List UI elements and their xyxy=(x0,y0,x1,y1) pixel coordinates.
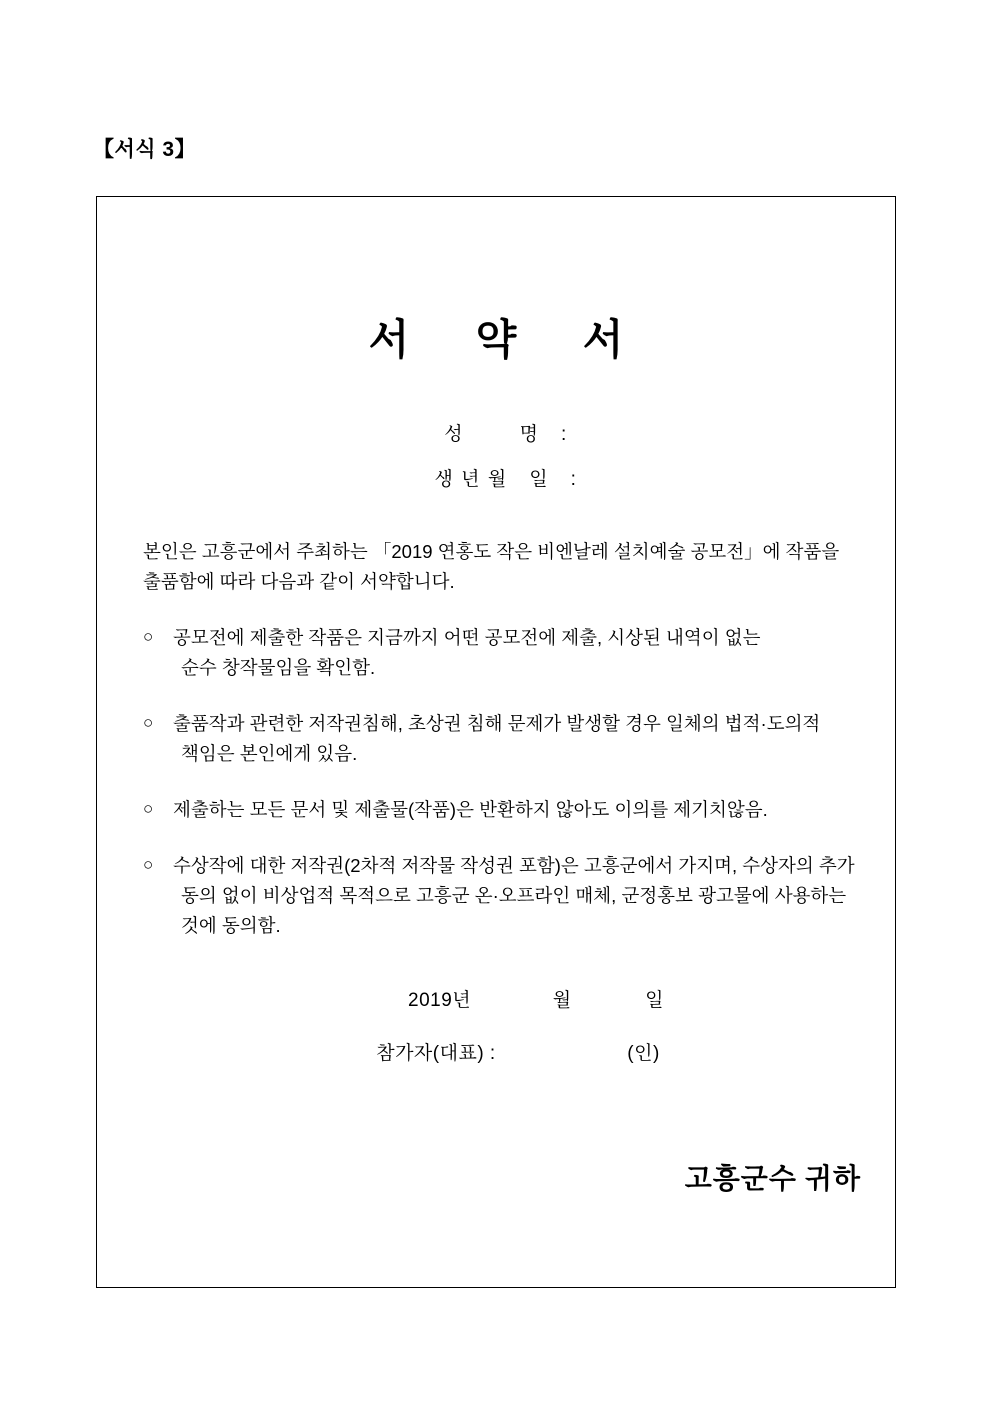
clause-line-2: 순수 창작물임을 확인함. xyxy=(181,656,376,678)
bullet-icon: ○ xyxy=(143,854,154,874)
field-name-colon: : xyxy=(561,424,568,445)
pledge-form-box xyxy=(96,196,896,1288)
clause-line-2: 책임은 본인에게 있음. xyxy=(181,742,358,764)
signature-year: 2019년 xyxy=(408,989,472,1011)
bullet-icon: ○ xyxy=(143,626,154,646)
clause-item xyxy=(125,709,867,769)
pledge-form-content xyxy=(97,197,895,1287)
signature-participant-row xyxy=(125,1038,867,1065)
bullet-icon: ○ xyxy=(143,798,154,818)
signature-month: 월 xyxy=(552,989,572,1011)
clause-line-1: 공모전에 제출한 작품은 지금까지 어떤 공모전에 제출, 시상된 내역이 없는 xyxy=(173,626,761,648)
clause-line-1: 수상작에 대한 저작권(2차적 저작물 작성권 포함)은 고흥군에서 가지며, 수상자의 추가 xyxy=(173,854,855,876)
field-name-label-b: 명 xyxy=(519,424,540,445)
field-name-row xyxy=(125,419,867,446)
signature-day: 일 xyxy=(645,989,664,1011)
form-number-tag: 【서식 3】 xyxy=(93,138,197,161)
participant-label: 참가자(대표) : xyxy=(376,1042,496,1064)
recipient-line: 고흥군수 귀하 xyxy=(684,1163,861,1195)
clause-text xyxy=(143,623,861,683)
clause-text xyxy=(143,709,861,769)
clause-item xyxy=(125,795,867,825)
applicant-fields xyxy=(125,419,867,491)
clause-item xyxy=(125,851,867,941)
intro-paragraph: 본인은 고흥군에서 주최하는 「2019 연홍도 작은 비엔날레 설치예술 공모전」에 작품을 출품함에 따라 다음과 같이 서약합니다. xyxy=(143,541,840,592)
field-birthdate-label-b: 일 xyxy=(529,469,550,490)
field-birthdate-colon: : xyxy=(570,469,578,490)
field-name-label-a: 성 xyxy=(444,424,465,445)
clause-line-1: 출품작과 관련한 저작권침해, 초상권 침해 문제가 발생할 경우 일체의 법적·도의적 xyxy=(173,712,821,734)
clause-text xyxy=(143,795,861,825)
signature-date-row xyxy=(125,985,867,1012)
clause-text xyxy=(143,851,861,941)
field-birthdate-row xyxy=(125,464,867,491)
clause-line-2: 동의 없이 비상업적 목적으로 고흥군 온·오프라인 매체, 군정홍보 광고물에 사용하는 것에 동의함. xyxy=(181,884,847,936)
bullet-icon: ○ xyxy=(143,712,154,732)
seal-mark: (인) xyxy=(627,1042,660,1064)
clause-item xyxy=(125,623,867,683)
field-birthdate-label-a: 생 년 월 xyxy=(434,469,508,490)
clause-line-1: 제출하는 모든 문서 및 제출물(작품)은 반환하지 않아도 이의를 제기치않음. xyxy=(173,798,768,820)
page-title: 서 약 서 xyxy=(368,318,652,364)
